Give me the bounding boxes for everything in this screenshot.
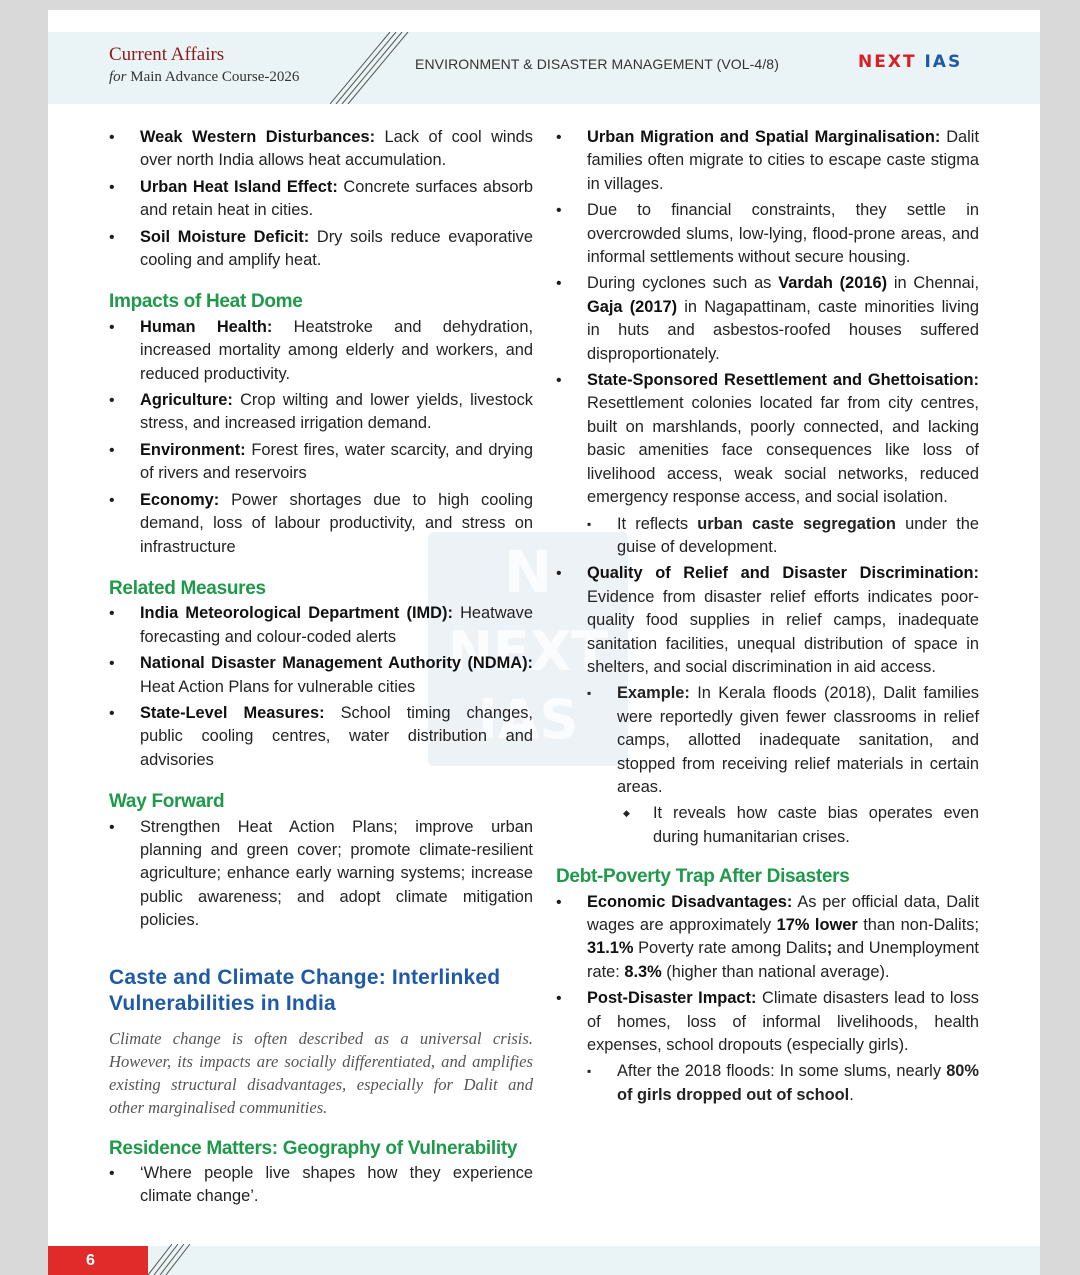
bullet-item: • Environment: Forest fires, water scarcity, and drying of rivers and reservoirs bbox=[109, 439, 533, 486]
sub-bullet-item: ▪ It reflects urban caste segregation under the guise of development. bbox=[587, 513, 979, 560]
brand-course: Main Advance Course-2026 bbox=[130, 69, 300, 85]
bullet-item: • ‘Where people live shapes how they experience climate change’. bbox=[109, 1162, 533, 1209]
volume-title: ENVIRONMENT & DISASTER MANAGEMENT (VOL-4/8) bbox=[415, 56, 779, 72]
bullet-item: • Agriculture: Crop wilting and lower yields, livestock stress, and increased irrigation demand. bbox=[109, 389, 533, 436]
footer-hatch-decoration bbox=[148, 1244, 198, 1275]
logo-next: NEXT bbox=[858, 52, 917, 72]
left-column bbox=[109, 126, 533, 1212]
brand-title: Current Affairs bbox=[109, 44, 225, 65]
bullet-item: • Quality of Relief and Disaster Discrimination: Evidence from disaster relief efforts indicates poor-quality food supplies in relief camps, inadequate sanitation facilities, unequal distribution of space in shelters, and social discrimination in aid access. bbox=[556, 562, 979, 679]
bullet-item: • Weak Western Disturbances: Lack of cool winds over north India allows heat accumulation. bbox=[109, 126, 533, 173]
bullet-item: • National Disaster Management Authority (NDMA): Heat Action Plans for vulnerable cities bbox=[109, 652, 533, 699]
section-heading-debt-poverty: Debt-Poverty Trap After Disasters bbox=[556, 866, 850, 888]
chapter-heading-caste-climate: Caste and Climate Change: Interlinked Vulnerabilities in India bbox=[109, 965, 501, 1015]
watermark-line-2: NEXT bbox=[447, 620, 609, 683]
document-page bbox=[48, 10, 1040, 1275]
page-header bbox=[48, 32, 1040, 104]
section-heading-measures: Related Measures bbox=[109, 577, 266, 599]
bullet-item: • Post-Disaster Impact: Climate disasters lead to loss of homes, loss of informal livelihoods, health expenses, school dropouts (especially girls). bbox=[556, 987, 979, 1057]
section-heading-impacts: Impacts of Heat Dome bbox=[109, 291, 303, 313]
watermark-line-1: N bbox=[503, 538, 553, 606]
bullet-item: • Economy: Power shortages due to high cooling demand, loss of labour productivity, and stress on infrastructure bbox=[109, 489, 533, 559]
bullet-item: • Urban Heat Island Effect: Concrete surfaces absorb and retain heat in cities. bbox=[109, 176, 533, 223]
sub-bullet-item: ▪ After the 2018 floods: In some slums, nearly 80% of girls dropped out of school. bbox=[587, 1060, 979, 1107]
next-ias-logo bbox=[858, 52, 962, 72]
bullet-item: • Soil Moisture Deficit: Dry soils reduce evaporative cooling and amplify heat. bbox=[109, 226, 533, 273]
bullet-item: • During cyclones such as Vardah (2016) in Chennai, Gaja (2017) in Nagapattinam, caste minorities living in huts and asbestos-roofed houses suffered disproportionately. bbox=[556, 272, 979, 366]
bullet-item: • Human Health: Heatstroke and dehydration, increased mortality among elderly and workers, and reduced productivity. bbox=[109, 316, 533, 386]
brand-subtitle bbox=[109, 69, 299, 86]
brand-for: for bbox=[109, 69, 127, 85]
bullet-item: • Economic Disadvantages: As per official data, Dalit wages are approximately 17% lower than non-Dalits; 31.1% Poverty rate among Dalits; and Unemployment rate: 8.3% (higher than national average). bbox=[556, 891, 979, 985]
sub-sub-bullet-item: ◆ It reveals how caste bias operates even during humanitarian crises. bbox=[623, 802, 979, 849]
right-column bbox=[556, 126, 979, 1110]
logo-ias: IAS bbox=[924, 52, 963, 72]
chapter-intro: Climate change is often described as a universal crisis. However, its impacts are socially differentiated, and amplifies existing structural disadvantages, especially for Dalit and other marginalised communities. bbox=[109, 1028, 533, 1117]
bullet-item: • Due to financial constraints, they settle in overcrowded slums, low-lying, flood-prone areas, and informal settlements without secure housing. bbox=[556, 199, 979, 269]
section-heading-residence: Residence Matters: Geography of Vulnerability bbox=[109, 1137, 518, 1159]
sub-bullet-item: ▪ Example: In Kerala floods (2018), Dalit families were reportedly given fewer classrooms in relief camps, allotted inadequate sanitation, and stopped from receiving relief materials in certain areas. bbox=[587, 682, 979, 799]
bullet-item: • India Meteorological Department (IMD): Heatwave forecasting and colour-coded alerts bbox=[109, 602, 533, 649]
bullet-item: • State-Sponsored Resettlement and Ghettoisation: Resettlement colonies located far from city centres, built on marshlands, poorly connected, and lacking basic amenities face consequences like loss of livelihood access, weak social networks, reduced emergency response access, and social isolation. bbox=[556, 369, 979, 509]
header-hatch-decoration bbox=[330, 32, 410, 104]
section-heading-way-forward: Way Forward bbox=[109, 791, 225, 813]
bullet-item: • Urban Migration and Spatial Marginalisation: Dalit families often migrate to cities to escape caste stigma in villages. bbox=[556, 126, 979, 196]
bullet-item: • State-Level Measures: School timing changes, public cooling centres, water distribution and advisories bbox=[109, 702, 533, 772]
page-number: 6 bbox=[48, 1246, 148, 1275]
bullet-item: • Strengthen Heat Action Plans; improve urban planning and green cover; promote climate-resilient agriculture; enhance early warning systems; increase public awareness; and adopt climate mitigation policies. bbox=[109, 816, 533, 933]
watermark-line-3: IAS bbox=[477, 688, 579, 751]
